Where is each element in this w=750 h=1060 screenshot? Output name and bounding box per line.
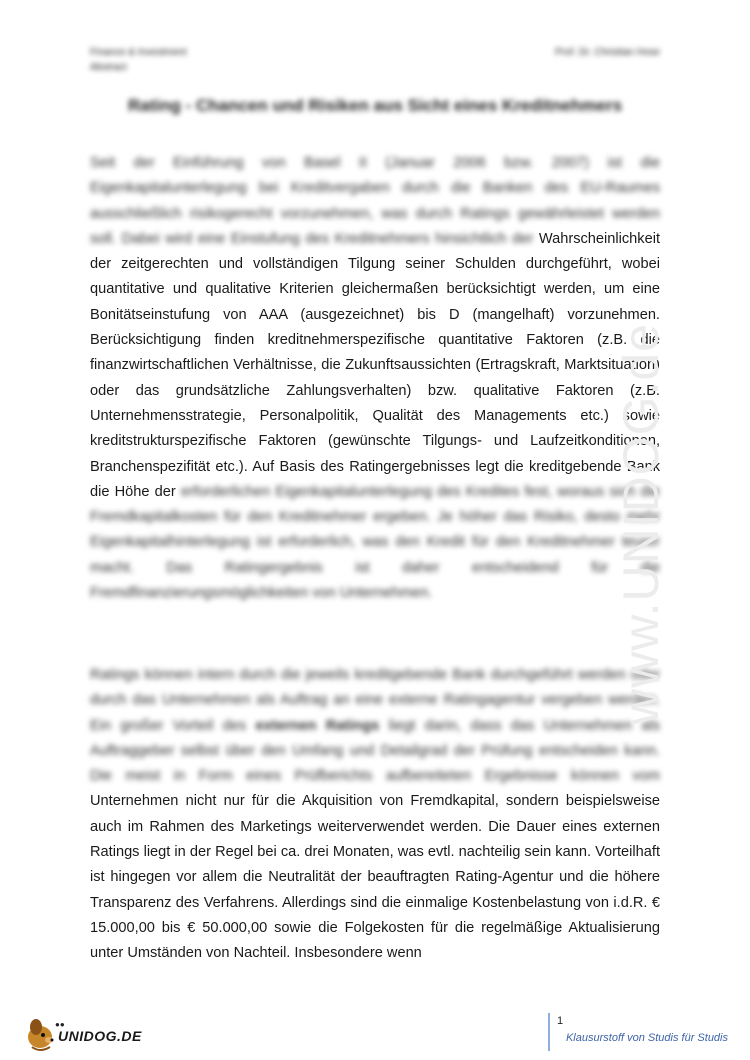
- author-name: Prof. Dr. Christian Hose: [554, 47, 660, 58]
- paragraph-2-blurred-top-a: Ratings können intern durch die jeweils kreditgebende Bank durchgeführt werden oder durch das Unternehmen als Auftrag an eine externe Ratingagentur vergeben werden. Ein großer Vorteil des: [90, 667, 660, 734]
- paragraph-2-visible-text: Unternehmen nicht nur für die Akquisition von Fremdkapital, sondern beispielsweise auch im Rahmen des Marketings weiterverwendet werden. Die Dauer eines externen Ratings liegt in der Regel bei ca. drei Monaten, was evtl. nachteilig sein kann. Vorteilhaft ist hingegen vor allem die Neutralität der beauftragten Rating-Agentur und die höhere Transparenz des Verfahrens. Allerdings sind die einmalige Kostenbelastung von i.d.R. € 15.000,00 bis € 50.000,00 sowie die Folgekosten für die regelmäßige Aktualisierung unter Umständen von Nachteil. Insbesondere wenn: [90, 793, 660, 962]
- paw-icon: ●●: [55, 1020, 65, 1029]
- footer-tagline: Klausurstoff von Studis für Studis: [565, 1032, 728, 1044]
- document-type: Abstract: [90, 62, 127, 73]
- paragraph-1: [90, 151, 660, 606]
- paragraph-1-blurred-top: Seit der Einführung von Basel II (Januar 2006 bzw. 2007) ist die Eigenkapitalunterlegung bei Kreditvergaben durch die Banken des EU-Raumes ausschließlich risikogerecht vorzunehmen, was durch Ratings gewährleistet werden soll. Dabei wird eine Einstufung des Kreditnehmers hinsichtlich der: [90, 155, 660, 247]
- paragraph-1-visible-text: Wahrscheinlichkeit der zeitgerechten und vollständigen Tilgung seiner Schulden durchgeführt, wobei quantitative und qualitative Kriterien gleichermaßen berücksichtigt werden, um eine Bonitätseinstufung von AAA (ausgezeichnet) bis D (mangelhaft) vorzunehmen. Berücksichtigung finden kreditnehmerspezifische quantitative Faktoren (z.B. die finanzwirtschaftlichen Verhältnisse, die Zukunftsaussichten (Ertragskraft, Marktsituation) oder das grundsätzliche Zahlungsverhalten) bzw. qualitative Faktoren (z.B. Unternehmensstrategie, Personalpolitik, Qualität des Managements etc.) sowie kreditstrukturspezifische Faktoren (gewünschte Tilgungs- und Laufzeitkonditionen, Branchenspezifität etc.). Auf Basis des Ratingergebnisses legt die kreditgebende Bank die Höhe der: [90, 230, 660, 500]
- page-number: 1: [557, 1015, 564, 1027]
- logo-text: UNIDOG.DE: [58, 1028, 142, 1044]
- paragraph-2-blurred-bold: externen Ratings: [255, 717, 380, 734]
- watermark-text: www.UNIDOG.de: [613, 323, 669, 725]
- paragraph-1-blurred-bottom: erforderlichen Eigenkapitalunterlegung des Kredites fest, woraus sich die Fremdkapitalkosten für den Kreditnehmer ergeben. Je höher das Risiko, desto mehr Eigenkapitalhinterlegung ist erforderlich, was den Kredit für den Kreditnehmer teurer macht. Das Ratingergebnis ist daher entscheidend für die Fremdfinanzierungsmöglichkeiten von Unternehmen.: [90, 483, 661, 602]
- document-title: Rating - Chancen und Risiken aus Sicht eines Kreditnehmers: [127, 96, 623, 115]
- paragraph-2: [90, 663, 660, 967]
- footer-divider: [548, 1013, 550, 1051]
- course-name: Finance & Investment: [90, 47, 187, 58]
- paragraph-2-blurred-top-b: liegt darin, dass das Unternehmen als Auftraggeber selbst über den Umfang und Detailgrad der Prüfung entscheiden kann. Die meist in Form eines Prüfberichts aufbereiteten Ergebnisse können vom: [90, 717, 661, 785]
- header-left: [90, 45, 187, 75]
